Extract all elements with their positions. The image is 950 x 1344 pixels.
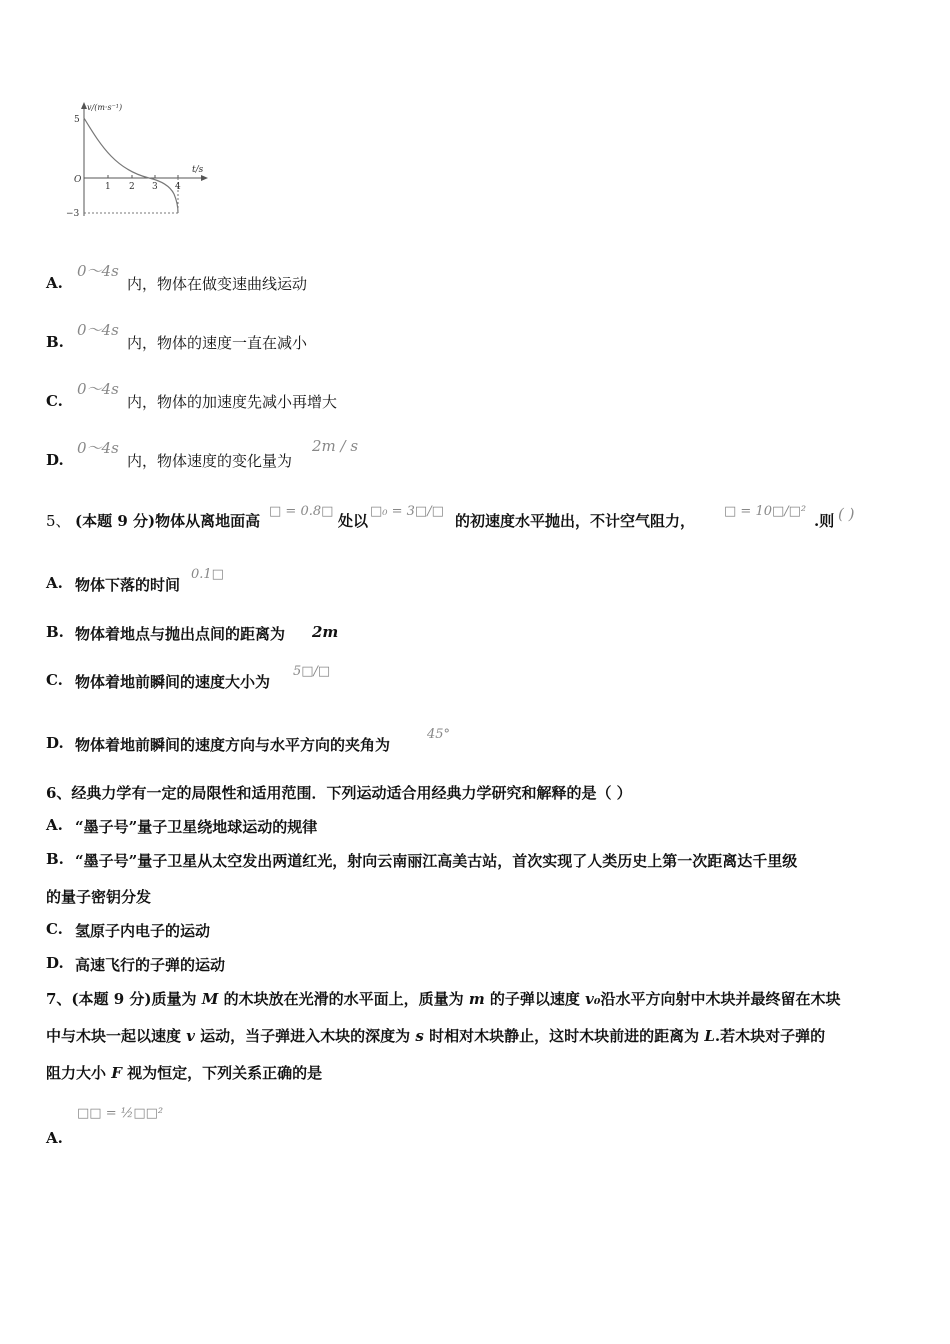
graph-tick-1: 1 <box>105 182 111 192</box>
q7-a-math: □□ = ½□□² <box>77 1106 164 1121</box>
q4-a-text: 内，物体在做变速曲线运动 <box>127 275 308 293</box>
q4-a-math: 0～4s <box>77 262 119 280</box>
q4-c-math: 0～4s <box>77 380 119 398</box>
velocity-curve <box>84 118 178 213</box>
graph-y-top: 5 <box>74 115 80 125</box>
q4-d-text: 内，物体速度的变化量为 <box>127 452 293 470</box>
graph-tick-2: 2 <box>129 182 135 192</box>
velocity-time-graph <box>62 98 222 228</box>
q4-b-text: 内，物体的速度一直在减小 <box>127 334 308 352</box>
graph-origin: O <box>74 175 82 185</box>
q6-b-line1: “墨子号”量子卫星从太空发出两道红光，射向云南丽江高美古站，首次实现了人类历史上第一次距离达千里级 <box>75 852 798 870</box>
q7-line1: 7、(本题 9 分)质量为 M 的木块放在光滑的水平面上，质量为 m 的子弹以速度 v₀沿水平方向射中木块并最终留在木块 <box>46 990 841 1008</box>
q4-d-tail: 2m / s <box>312 437 359 455</box>
q6-a-text: “墨子号”量子卫星绕地球运动的规律 <box>75 818 318 836</box>
q4-b-math: 0～4s <box>77 321 119 339</box>
q6-d-text: 高速飞行的子弹的运动 <box>75 956 226 974</box>
graph-tick-4: 4 <box>175 182 181 192</box>
q6-c-text: 氢原子内电子的运动 <box>75 922 211 940</box>
graph-y-bottom: −3 <box>66 209 80 219</box>
q6-b-line2: 的量子密钥分发 <box>46 888 152 906</box>
q7-line3: 阻力大小 F 视为恒定，下列关系正确的是 <box>46 1064 323 1082</box>
graph-xlabel: t/s <box>192 165 204 175</box>
graph-ylabel: v/(m·s⁻¹) <box>87 103 123 112</box>
q6-stem: 6、经典力学有一定的局限性和适用范围．下列运动适合用经典力学研究和解释的是（ ） <box>46 784 632 802</box>
q7-line2: 中与木块一起以速度 v 运动，当子弹进入木块的深度为 s 时相对木块静止，这时木块前进的距离为 L.若木块对子弹的 <box>46 1027 826 1045</box>
graph-tick-3: 3 <box>152 182 158 192</box>
q4-d-math: 0～4s <box>77 439 119 457</box>
q4-c-text: 内，物体的加速度先减小再增大 <box>127 393 338 411</box>
x-axis-arrow <box>201 175 208 181</box>
